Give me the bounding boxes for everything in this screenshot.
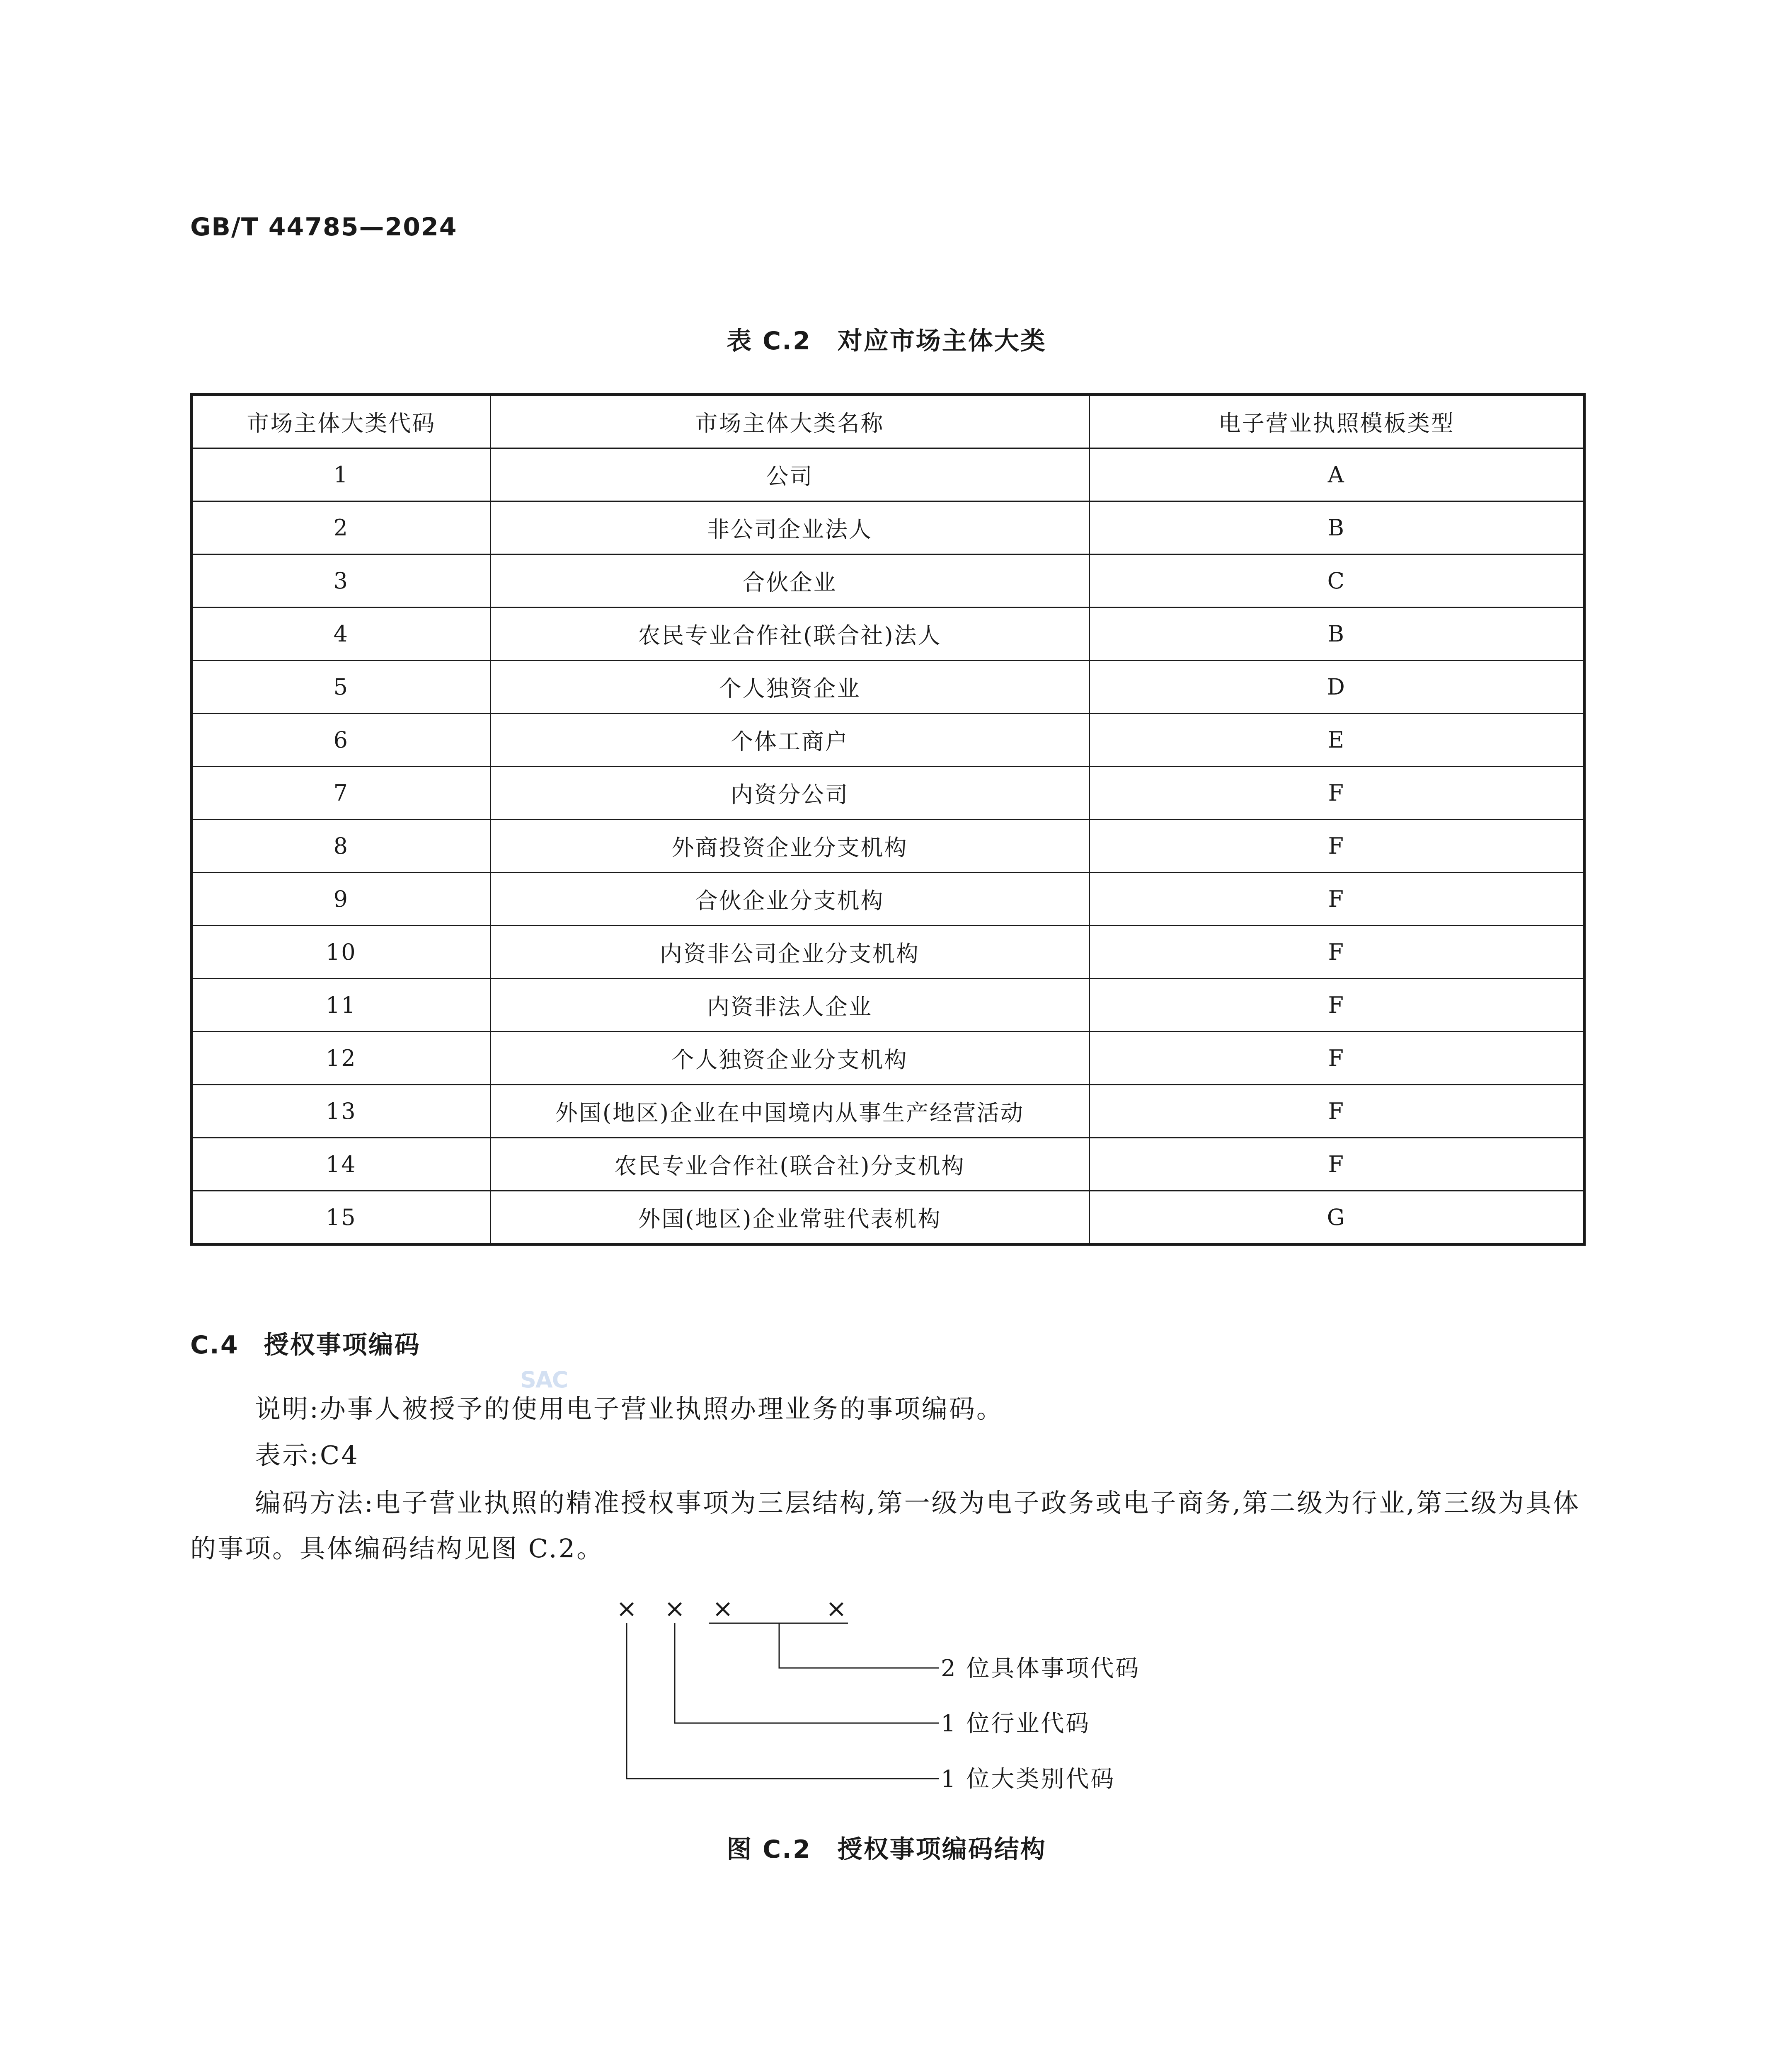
cell-code: 13 bbox=[191, 1085, 490, 1138]
cell-code: 7 bbox=[191, 767, 490, 820]
cell-name: 非公司企业法人 bbox=[490, 501, 1089, 554]
cell-template: F bbox=[1089, 820, 1584, 873]
cell-name: 个人独资企业 bbox=[490, 661, 1089, 714]
code-digit-3: × bbox=[712, 1594, 734, 1623]
cell-template: B bbox=[1089, 608, 1584, 661]
cell-name: 公司 bbox=[490, 448, 1089, 501]
cell-template: D bbox=[1089, 661, 1584, 714]
code-digit-1: × bbox=[616, 1594, 637, 1623]
cell-template: A bbox=[1089, 448, 1584, 501]
section-number: C.4 bbox=[190, 1331, 239, 1360]
cell-name: 外商投资企业分支机构 bbox=[490, 820, 1089, 873]
cell-name: 农民专业合作社(联合社)分支机构 bbox=[490, 1138, 1089, 1191]
code-digit-4: × bbox=[826, 1594, 847, 1623]
cell-name: 个人独资企业分支机构 bbox=[490, 1032, 1089, 1085]
cell-code: 15 bbox=[191, 1191, 490, 1245]
sac-watermark: SAC bbox=[520, 1367, 568, 1393]
cell-code: 14 bbox=[191, 1138, 490, 1191]
column-header-template: 电子营业执照模板类型 bbox=[1089, 395, 1584, 448]
cell-template: F bbox=[1089, 767, 1584, 820]
method-paragraph: 编码方法:电子营业执照的精准授权事项为三层结构,第一级为电子政务或电子商务,第二级为行业,第三级为具体的事项。具体编码结构见图 C.2。 bbox=[190, 1488, 1581, 1564]
cell-template: F bbox=[1089, 979, 1584, 1032]
cell-code: 2 bbox=[191, 501, 490, 554]
cell-name: 外国(地区)企业在中国境内从事生产经营活动 bbox=[490, 1085, 1089, 1138]
cell-code: 3 bbox=[191, 554, 490, 608]
cell-code: 1 bbox=[191, 448, 490, 501]
label-industry-code: 1 位行业代码 bbox=[941, 1710, 1091, 1737]
leader-line-item bbox=[779, 1623, 939, 1668]
representation-paragraph: 表示:C4 bbox=[255, 1440, 359, 1470]
cell-code: 11 bbox=[191, 979, 490, 1032]
standard-code: GB/T 44785—2024 bbox=[190, 213, 458, 242]
cell-template: C bbox=[1089, 554, 1584, 608]
cell-code: 10 bbox=[191, 926, 490, 979]
cell-name: 个体工商户 bbox=[490, 714, 1089, 767]
cell-name: 内资非法人企业 bbox=[490, 979, 1089, 1032]
cell-name: 内资分公司 bbox=[490, 767, 1089, 820]
cell-template: F bbox=[1089, 873, 1584, 926]
cell-code: 4 bbox=[191, 608, 490, 661]
cell-name: 合伙企业分支机构 bbox=[490, 873, 1089, 926]
cell-template: F bbox=[1089, 1085, 1584, 1138]
cell-template: E bbox=[1089, 714, 1584, 767]
column-header-name: 市场主体大类名称 bbox=[490, 395, 1089, 448]
cell-code: 8 bbox=[191, 820, 490, 873]
cell-template: B bbox=[1089, 501, 1584, 554]
cell-code: 5 bbox=[191, 661, 490, 714]
label-item-code: 2 位具体事项代码 bbox=[941, 1655, 1141, 1682]
figure-caption: 图 C.2 授权事项编码结构 bbox=[727, 1835, 1046, 1864]
code-digit-2: × bbox=[664, 1594, 685, 1623]
cell-template: F bbox=[1089, 1032, 1584, 1085]
cell-template: F bbox=[1089, 926, 1584, 979]
cell-template: G bbox=[1089, 1191, 1584, 1245]
leader-line-industry bbox=[675, 1623, 939, 1723]
label-category-code: 1 位大类别代码 bbox=[941, 1766, 1116, 1793]
leader-line-category bbox=[627, 1623, 939, 1779]
section-title: 授权事项编码 bbox=[264, 1331, 421, 1360]
column-header-code: 市场主体大类代码 bbox=[191, 395, 490, 448]
description-paragraph: 说明:办事人被授予的使用电子营业执照办理业务的事项编码。 bbox=[255, 1394, 1004, 1424]
cell-name: 农民专业合作社(联合社)法人 bbox=[490, 608, 1089, 661]
cell-name: 内资非公司企业分支机构 bbox=[490, 926, 1089, 979]
table-caption: 表 C.2 对应市场主体大类 bbox=[727, 327, 1046, 356]
cell-name: 合伙企业 bbox=[490, 554, 1089, 608]
cell-code: 12 bbox=[191, 1032, 490, 1085]
cell-code: 6 bbox=[191, 714, 490, 767]
cell-name: 外国(地区)企业常驻代表机构 bbox=[490, 1191, 1089, 1245]
cell-template: F bbox=[1089, 1138, 1584, 1191]
cell-code: 9 bbox=[191, 873, 490, 926]
